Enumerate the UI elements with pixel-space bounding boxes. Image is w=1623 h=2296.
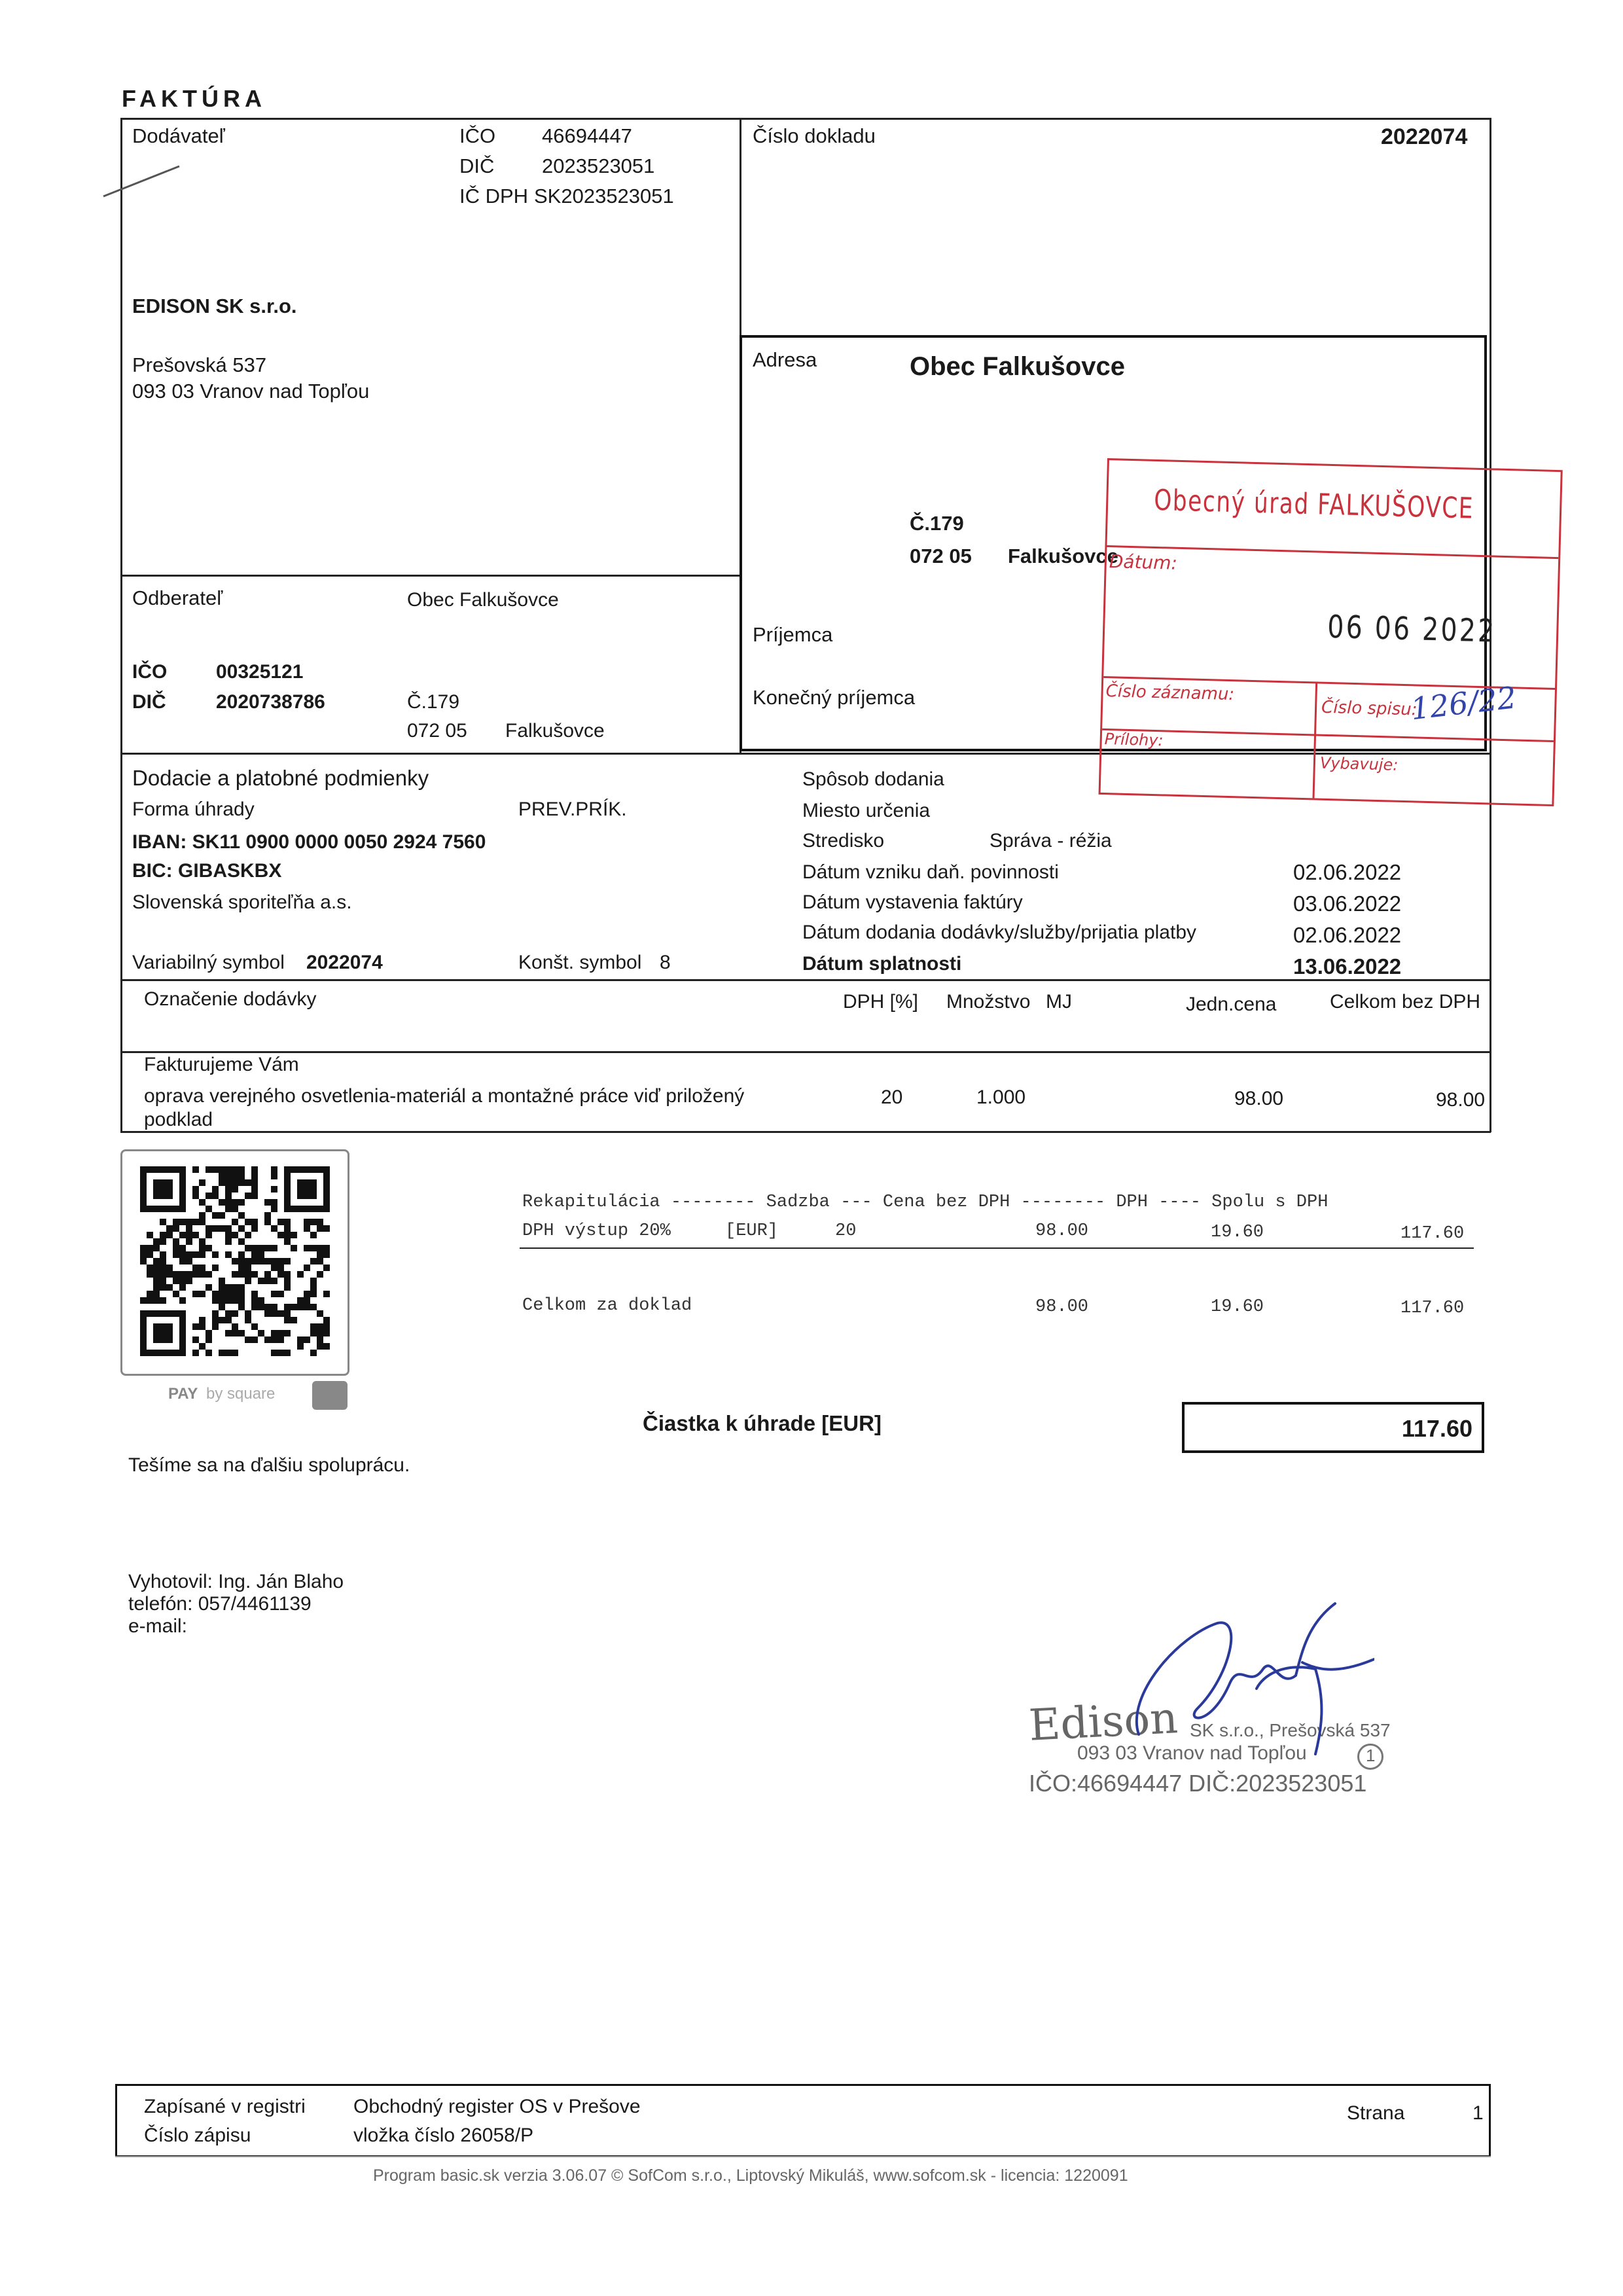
supplier-ico-label: IČO bbox=[459, 124, 496, 147]
supplier-icdph: SK2023523051 bbox=[534, 185, 674, 207]
footer-program: Program basic.sk verzia 3.06.07 © SofCom s.r.o., Liptovský Mikuláš, www.sofcom.sk - licencia: 1220091 bbox=[373, 2166, 1128, 2185]
issue-date-label: Dátum vystavenia faktúry bbox=[802, 891, 1023, 913]
item-vat: 20 bbox=[881, 1086, 903, 1108]
issuer-name: Vyhotovil: Ing. Ján Blaho bbox=[128, 1571, 344, 1592]
col-unitprice-header: Jedn.cena bbox=[1186, 994, 1277, 1015]
footer-rec-label: Číslo zápisu bbox=[144, 2125, 251, 2146]
stamp-title: Obecný úrad FALKUŠOVCE bbox=[1153, 483, 1474, 526]
customer-label: Odberateľ bbox=[132, 586, 223, 609]
customer-ico-label: IČO bbox=[132, 661, 168, 683]
recap-underline bbox=[520, 1247, 1474, 1249]
col-total-header: Celkom bez DPH bbox=[1330, 991, 1481, 1013]
footer-page: 1 bbox=[1472, 2102, 1484, 2124]
stamp-date: 06 06 2022 bbox=[1327, 608, 1497, 650]
customer-postal: 072 05 bbox=[407, 720, 467, 742]
center-label: Stredisko bbox=[802, 830, 885, 852]
stamp-record-label: Číslo záznamu: bbox=[1105, 681, 1235, 705]
item-unit-price: 98.00 bbox=[1234, 1088, 1284, 1109]
stamp-handles-label: Vybavuje: bbox=[1319, 753, 1399, 774]
center-value: Správa - réžia bbox=[990, 830, 1112, 852]
supplier-dic-label: DIČ bbox=[459, 154, 495, 177]
destination-label: Miesto určenia bbox=[802, 800, 931, 821]
stamp-attachments-label: Prílohy: bbox=[1104, 730, 1164, 750]
customer-street: Č.179 bbox=[407, 691, 460, 713]
recap-total-label: Celkom za doklad bbox=[522, 1296, 692, 1316]
issuer-phone: telefón: 057/4461139 bbox=[128, 1593, 312, 1615]
footer-page-label: Strana bbox=[1347, 2102, 1405, 2124]
address-city: Falkušovce bbox=[1008, 545, 1118, 567]
pay-sub: by square bbox=[206, 1385, 276, 1403]
item-desc-line1: oprava verejného osvetlenia-materiál a montažné práce viď priložený bbox=[144, 1085, 745, 1107]
frame-items-header-bottom bbox=[120, 1051, 1491, 1053]
recap-row-rate: 20 bbox=[835, 1221, 857, 1241]
supplier-street: Prešovská 537 bbox=[132, 353, 267, 376]
customer-dic: 2020738786 bbox=[216, 691, 325, 713]
stamp-file-label: Číslo spisu: bbox=[1321, 697, 1418, 720]
ks-value: 8 bbox=[660, 952, 671, 973]
supplier-city: 093 03 Vranov nad Topľou bbox=[132, 380, 370, 403]
delivery-method-label: Spôsob dodania bbox=[802, 768, 944, 790]
address-name: Obec Falkušovce bbox=[910, 352, 1126, 381]
supplier-icdph-label: IČ DPH bbox=[459, 185, 529, 207]
ks-label: Konšt. symbol bbox=[518, 952, 642, 973]
customer-city: Falkušovce bbox=[505, 720, 605, 742]
customer-ico: 00325121 bbox=[216, 661, 304, 683]
frame-terms-bottom bbox=[120, 979, 1491, 981]
recap-header: Rekapitulácia -------- Sadzba --- Cena bez DPH -------- DPH ---- Spolu s DPH bbox=[522, 1193, 1329, 1212]
recap-row-total: 117.60 bbox=[1400, 1224, 1465, 1244]
registry-stamp bbox=[1099, 458, 1563, 806]
customer-dic-label: DIČ bbox=[132, 691, 166, 713]
col-desc-header: Označenie dodávky bbox=[144, 988, 317, 1010]
stamp-divider-4 bbox=[1102, 728, 1554, 742]
items-intro: Fakturujeme Vám bbox=[144, 1054, 299, 1075]
terms-heading: Dodacie a platobné podmienky bbox=[132, 766, 429, 790]
recipient-label: Príjemca bbox=[753, 623, 833, 646]
col-vat-header: DPH [%] bbox=[843, 991, 919, 1013]
tax-date-label: Dátum vzniku daň. povinnosti bbox=[802, 861, 1059, 883]
frame-top bbox=[120, 118, 1491, 120]
pen-mark-icon bbox=[98, 162, 190, 202]
col-unit-header: MJ bbox=[1046, 991, 1072, 1013]
card-icon bbox=[312, 1381, 348, 1410]
thanks-text: Tešíme sa na ďalšiu spoluprácu. bbox=[128, 1454, 410, 1476]
doc-number: 2022074 bbox=[1381, 124, 1468, 149]
supplier-ico: 46694447 bbox=[542, 124, 632, 147]
payment-form: PREV.PRÍK. bbox=[518, 798, 627, 820]
amount-due-label: Čiastka k úhrade [EUR] bbox=[643, 1411, 882, 1435]
due-date-label: Dátum splatnosti bbox=[802, 953, 962, 975]
frame-supplier-bottom bbox=[120, 575, 740, 577]
doc-number-label: Číslo dokladu bbox=[753, 124, 876, 147]
footer-reg-label: Zapísané v registri bbox=[144, 2096, 306, 2117]
issuer-email: e-mail: bbox=[128, 1615, 188, 1637]
stamp-file-value: 126/22 bbox=[1408, 679, 1518, 727]
signature-icon bbox=[1099, 1597, 1374, 1767]
footer-box bbox=[115, 2084, 1491, 2157]
col-qty-header: Množstvo bbox=[946, 991, 1031, 1013]
address-street: Č.179 bbox=[910, 512, 964, 535]
item-qty: 1.000 bbox=[976, 1086, 1026, 1108]
recap-row-label: DPH výstup 20% bbox=[522, 1221, 671, 1241]
item-total: 98.00 bbox=[1436, 1089, 1486, 1111]
supplier-dic: 2023523051 bbox=[542, 154, 655, 177]
vs-value: 2022074 bbox=[306, 952, 383, 973]
customer-name: Obec Falkušovce bbox=[407, 589, 559, 611]
amount-due-value: 117.60 bbox=[1401, 1415, 1472, 1442]
tax-date: 02.06.2022 bbox=[1293, 860, 1402, 884]
recap-row-vat: 19.60 bbox=[1211, 1223, 1264, 1242]
bic: BIC: GIBASKBX bbox=[132, 860, 282, 882]
frame-bottom bbox=[120, 1131, 1491, 1133]
supplier-name: EDISON SK s.r.o. bbox=[132, 295, 297, 317]
recap-total-base: 98.00 bbox=[1035, 1297, 1089, 1317]
delivery-date-label: Dátum dodania dodávky/služby/prijatia platby bbox=[802, 922, 1197, 943]
final-recipient-label: Konečný príjemca bbox=[753, 686, 916, 709]
supplier-label: Dodávateľ bbox=[132, 124, 225, 147]
address-label: Adresa bbox=[753, 348, 817, 371]
amount-due-box bbox=[1182, 1402, 1484, 1453]
company-stamp-line3: IČO:46694447 DIČ:2023523051 bbox=[1029, 1770, 1367, 1797]
vs-label: Variabilný symbol bbox=[132, 952, 285, 973]
recap-total-vat: 19.60 bbox=[1211, 1297, 1264, 1317]
address-postal: 072 05 bbox=[910, 545, 972, 567]
qr-code-icon bbox=[140, 1166, 330, 1356]
due-date: 13.06.2022 bbox=[1293, 954, 1402, 978]
stamp-divider-3 bbox=[1313, 681, 1318, 798]
iban: IBAN: SK11 0900 0000 0050 2924 7560 bbox=[132, 831, 486, 853]
recap-row-base: 98.00 bbox=[1035, 1221, 1089, 1241]
pay-by-square-badge bbox=[167, 1381, 357, 1411]
footer-reg-value: Obchodný register OS v Prešove bbox=[353, 2096, 641, 2117]
bank-name: Slovenská sporiteľňa a.s. bbox=[132, 891, 352, 913]
company-stamp-line1: SK s.r.o., Prešovská 537 bbox=[1190, 1720, 1391, 1740]
item-desc-line2: podklad bbox=[144, 1109, 213, 1130]
company-stamp-line2: 093 03 Vranov nad Topľou bbox=[1077, 1742, 1307, 1764]
footer-rec-value: vložka číslo 26058/P bbox=[353, 2125, 534, 2146]
recap-row-currency: [EUR] bbox=[725, 1221, 779, 1241]
company-stamp-logo: Edison bbox=[1027, 1693, 1179, 1751]
pay-label: PAY bbox=[168, 1385, 198, 1403]
payment-form-label: Forma úhrady bbox=[132, 798, 255, 820]
issue-date: 03.06.2022 bbox=[1293, 891, 1402, 916]
recap-total-total: 117.60 bbox=[1400, 1299, 1465, 1318]
stamp-date-label: Dátum: bbox=[1109, 550, 1178, 574]
company-stamp-number-text: 1 bbox=[1366, 1746, 1376, 1765]
invoice-title: FAKTÚRA bbox=[122, 85, 266, 112]
delivery-date: 02.06.2022 bbox=[1293, 923, 1402, 947]
